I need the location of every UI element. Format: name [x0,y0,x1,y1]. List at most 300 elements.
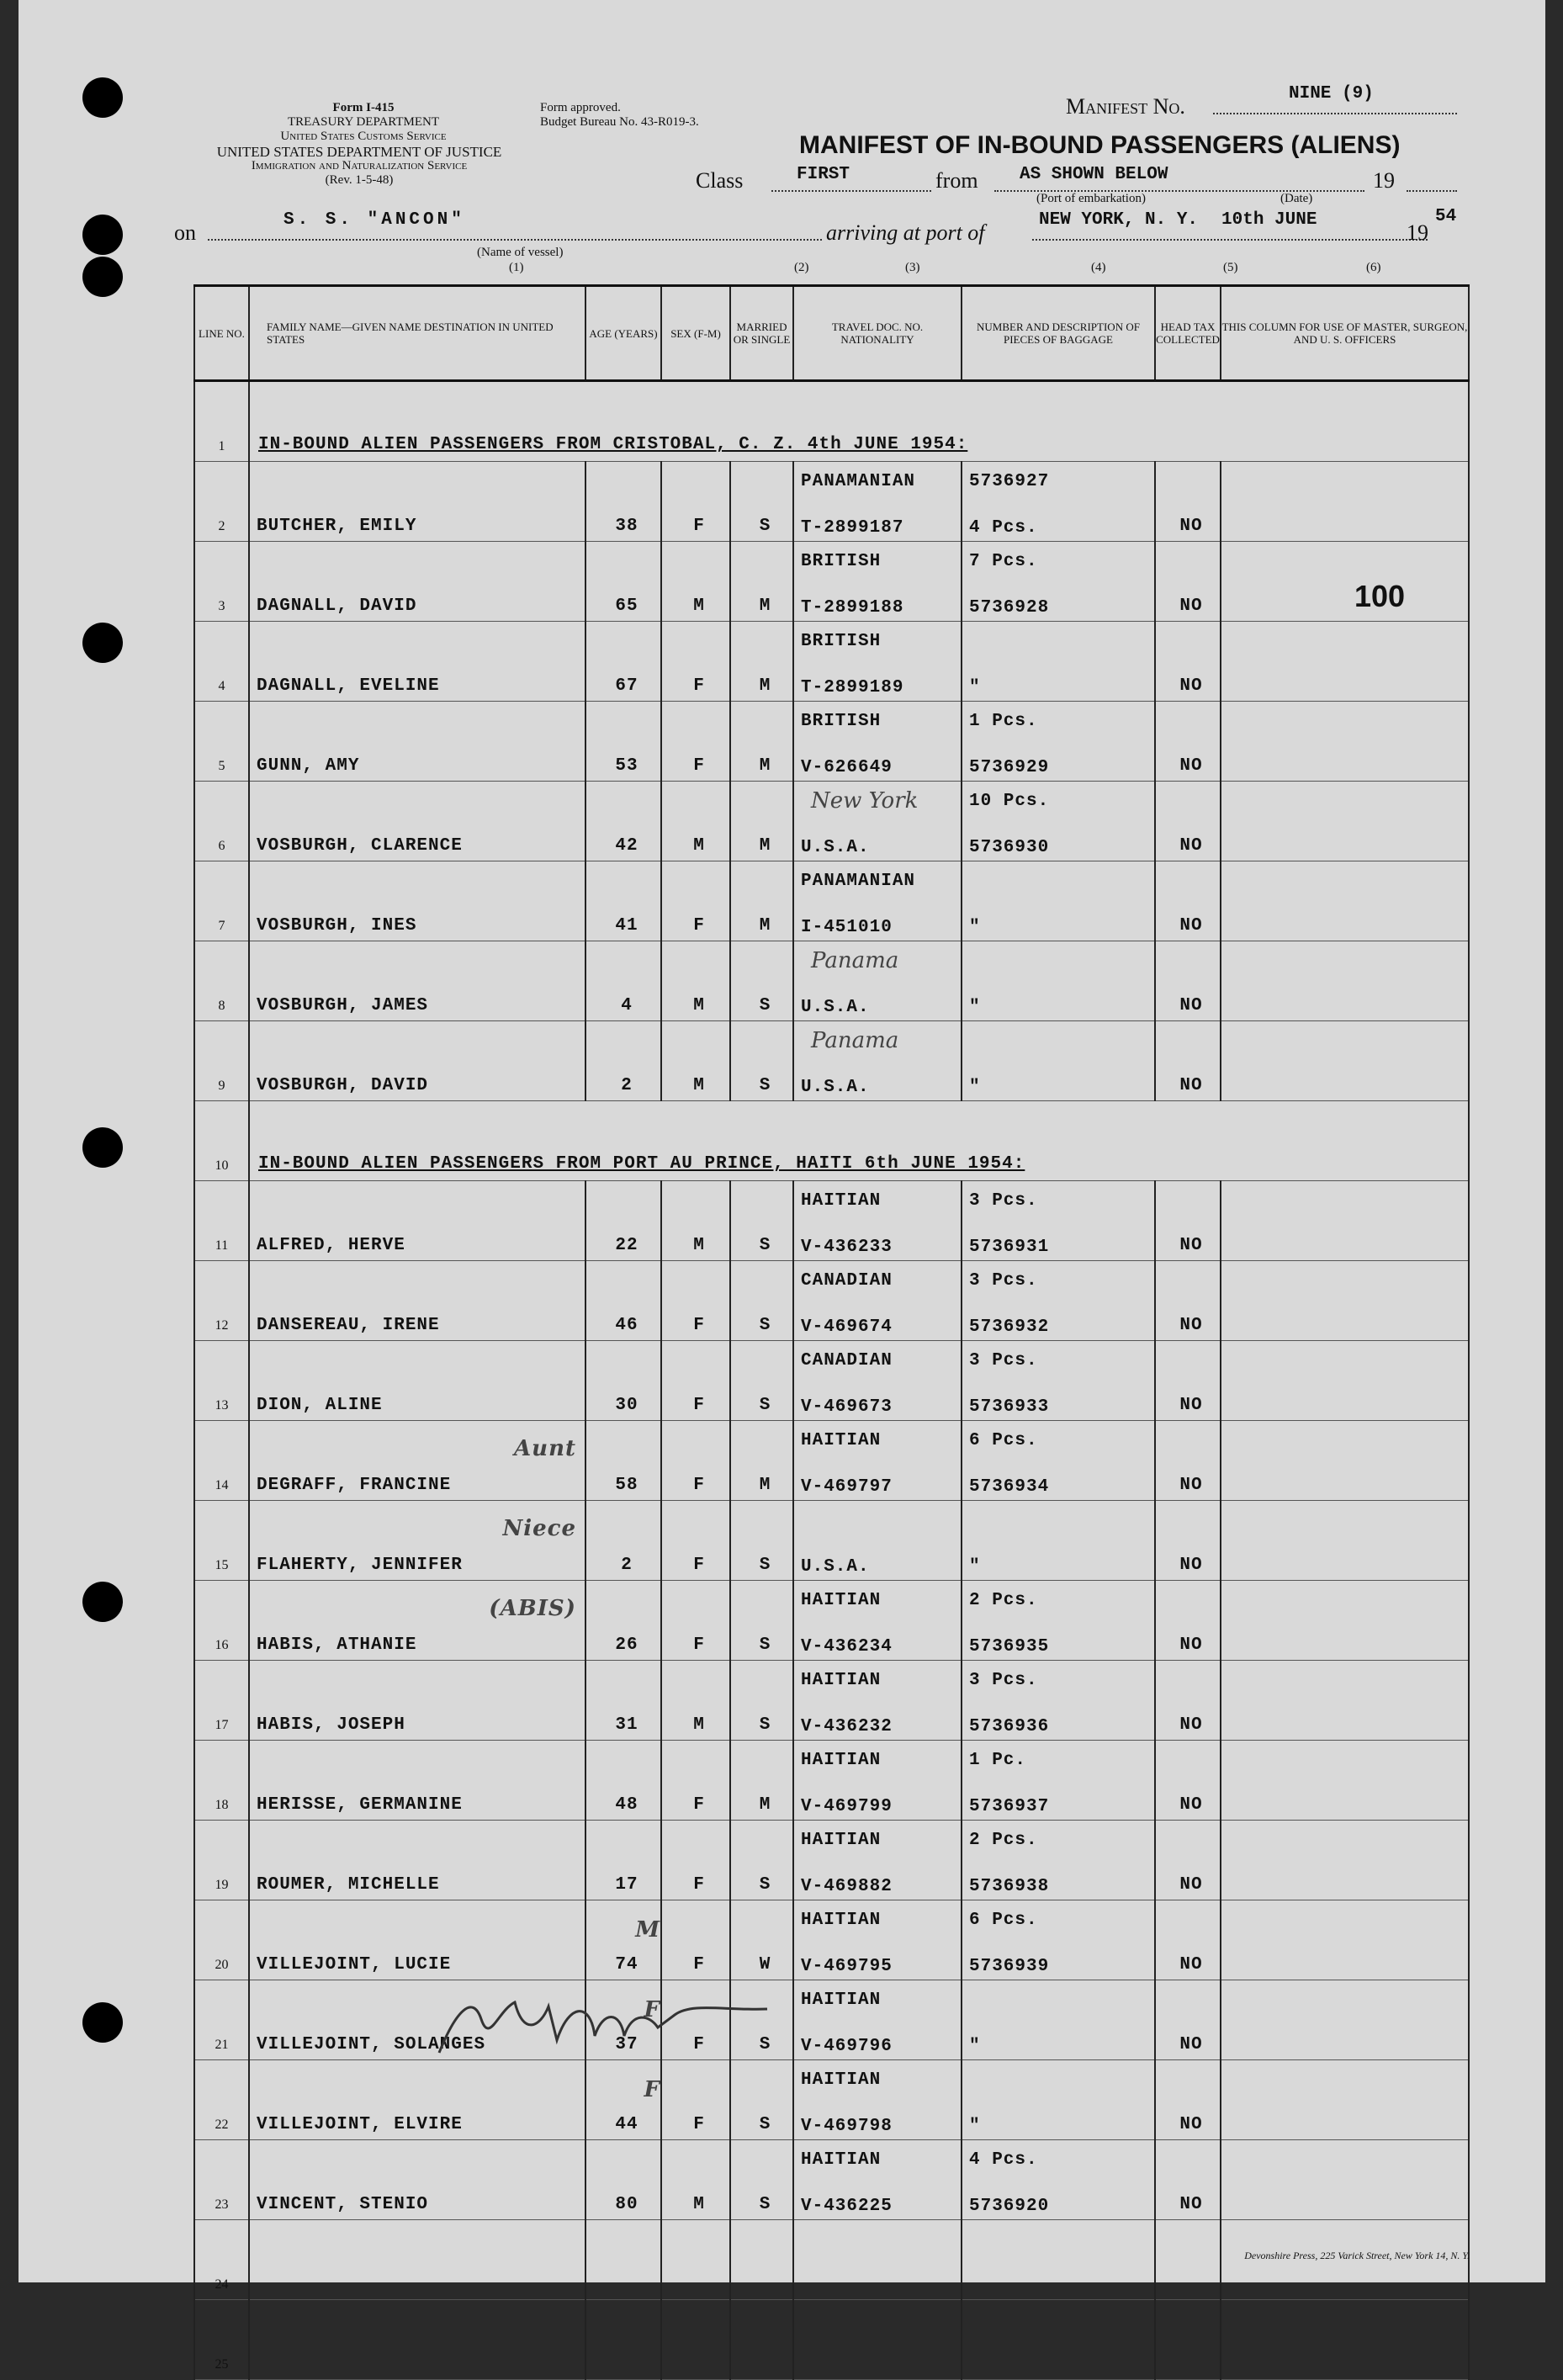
section-heading: IN-BOUND ALIEN PASSENGERS FROM PORT AU PRINCE, HAITI 6th JUNE 1954: [249,1101,1469,1181]
officer-use [1221,622,1469,702]
marital-status: S [730,1181,793,1261]
passenger-sex: F [661,1421,730,1501]
passenger-name: VILLEJOINT, LUCIE [249,1900,585,1980]
table-row [194,622,1469,702]
empty-cell [793,2220,962,2300]
baggage-top: 10 Pcs. [969,792,1050,811]
form-number: Form I-415 [332,101,395,114]
baggage-cell [962,941,1155,1021]
officer-use [1221,1341,1469,1421]
officer-use [1221,1501,1469,1581]
vessel-name: S. S. "ANCON" [283,210,465,230]
handwritten-note: (ABIS) [489,1596,576,1621]
travel-doc-cell [793,2140,962,2220]
form-number-block [246,101,481,144]
marital-status: S [730,1581,793,1661]
line-number: 15 [194,1501,249,1581]
travel-doc-number: V-469882 [801,1877,893,1896]
officer-use [1221,1661,1469,1741]
empty-cell [585,2220,661,2300]
empty-cell [1155,2220,1221,2300]
officer-use [1221,2140,1469,2220]
table-row [194,1181,1469,1261]
travel-doc-cell [793,1980,962,2060]
printer-credit: Devonshire Press, 225 Varick Street, New York 14, N. Y. [1244,2250,1470,2261]
empty-cell [962,2220,1155,2300]
marital-status: S [730,1980,793,2060]
officer-use [1221,782,1469,861]
marital-status: S [730,1261,793,1341]
baggage-cell [962,782,1155,861]
officer-use [1221,1741,1469,1821]
line-number: 25 [194,2300,249,2380]
passenger-age: 74 M [585,1900,661,1980]
treasury-dept: TREASURY DEPARTMENT [287,115,440,129]
line-number: 9 [194,1021,249,1101]
passenger-name: VILLEJOINT, ELVIRE [249,2060,585,2140]
col-head-tax: HEAD TAX COLLECTED [1155,286,1221,381]
baggage-cell [962,2060,1155,2140]
passenger-age: 46 [585,1261,661,1341]
marital-status: S [730,1341,793,1421]
line-number: 12 [194,1261,249,1341]
passenger-sex: F [661,462,730,542]
head-tax: NO [1155,1980,1221,2060]
baggage-top: 4 Pcs. [969,2150,1038,2170]
table-row [194,782,1469,861]
table-header [194,286,1469,381]
travel-doc-number: V-469798 [801,2117,893,2136]
travel-doc-number: V-626649 [801,758,893,777]
nationality: HAITIAN [801,2070,882,2090]
table-row [194,1421,1469,1501]
travel-doc-number: T-2899187 [801,518,904,538]
empty-cell [585,2300,661,2380]
doj-block [174,145,544,188]
travel-doc-number: V-469797 [801,1477,893,1497]
passenger-name: FLAHERTY, JENNIFER Niece [249,1501,585,1581]
section-heading: IN-BOUND ALIEN PASSENGERS FROM CRISTOBAL, C. Z. 4th JUNE 1954: [249,381,1469,462]
head-tax: NO [1155,1261,1221,1341]
marital-status: S [730,2060,793,2140]
table-row [194,1021,1469,1101]
nationality [794,1508,961,1514]
passenger-name: HABIS, JOSEPH [249,1661,585,1741]
manifest-no-label: Manifest No. [1066,94,1185,119]
passenger-age: 4 [585,941,661,1021]
class-value: FIRST [797,165,850,184]
baggage-cell [962,1741,1155,1821]
head-tax: NO [1155,1181,1221,1261]
baggage-bottom: 5736936 [969,1717,1050,1736]
port-line [1032,210,1428,241]
class-label: Class [696,168,744,193]
marital-status: M [730,702,793,782]
year-line-1 [1407,165,1457,192]
passenger-age: 22 [585,1181,661,1261]
handwritten-note: M [635,1917,660,1943]
line-number: 17 [194,1661,249,1741]
head-tax: NO [1155,1900,1221,1980]
from-line [994,165,1364,192]
handwritten-note: F [644,1997,660,2022]
travel-doc-number: V-469673 [801,1397,893,1417]
baggage-cell [962,1021,1155,1101]
baggage-cell [962,1341,1155,1421]
travel-doc-number: V-436234 [801,1637,893,1656]
nationality: HAITIAN [801,1911,882,1930]
travel-doc-number: V-469795 [801,1957,893,1976]
empty-cell [730,2300,793,2380]
baggage-bottom: 5736931 [969,1238,1050,1257]
line-number: 8 [194,941,249,1021]
col-sex: SEX (F-M) [661,286,730,381]
baggage-top: 6 Pcs. [969,1911,1038,1930]
head-tax: NO [1155,1661,1221,1741]
customs-service: United States Customs Service [280,130,447,143]
head-tax: NO [1155,2140,1221,2220]
col-num-4: (4) [1091,261,1106,274]
head-tax: NO [1155,462,1221,542]
table-row [194,1741,1469,1821]
passenger-age: 17 [585,1821,661,1900]
line-number: 19 [194,1821,249,1900]
arriving-label: arriving at port of [826,220,985,245]
line-number: 18 [194,1741,249,1821]
binder-hole [82,257,123,297]
passenger-name: DANSEREAU, IRENE [249,1261,585,1341]
baggage-top: 3 Pcs. [969,1191,1038,1211]
baggage-bottom: 5736920 [969,2197,1050,2216]
nationality: CANADIAN [801,1351,893,1370]
baggage-top [962,1508,1154,1514]
officer-use [1221,1581,1469,1661]
binder-hole [82,1127,123,1168]
travel-doc-cell [793,1421,962,1501]
head-tax: NO [1155,702,1221,782]
passenger-age: 37 F [585,1980,661,2060]
passenger-sex: F [661,1980,730,2060]
baggage-bottom: " [969,998,981,1017]
baggage-bottom: 5736928 [969,598,1050,618]
head-tax: NO [1155,1021,1221,1101]
table-row [194,1821,1469,1900]
port-value: NEW YORK, N. Y. [1039,210,1199,230]
head-tax: NO [1155,542,1221,622]
year-prefix-1: 19 [1373,168,1395,193]
date-value: 10th JUNE [1221,210,1317,230]
travel-doc-cell [793,622,962,702]
passenger-age: 53 [585,702,661,782]
col-married: MARRIED OR SINGLE [730,286,793,381]
baggage-top [962,1028,1154,1035]
marital-status: S [730,1501,793,1581]
travel-doc-number: U.S.A. [801,1078,870,1097]
travel-doc-cell [793,542,962,622]
officer-use [1221,1980,1469,2060]
binder-hole [82,1582,123,1622]
doj-line3: (Rev. 1-5-48) [325,173,394,187]
manifest-no-value: NINE (9) [1289,84,1374,103]
travel-doc-cell [793,1341,962,1421]
binder-hole [82,2002,123,2043]
col-num-2: (2) [794,261,809,274]
empty-cell [249,2300,585,2380]
baggage-cell [962,1261,1155,1341]
handwritten-note: F [644,2077,660,2102]
travel-doc-cell [793,702,962,782]
baggage-cell [962,1980,1155,2060]
baggage-bottom: 5736930 [969,838,1050,857]
passenger-name: HABIS, ATHANIE (ABIS) [249,1581,585,1661]
head-tax: NO [1155,1421,1221,1501]
nationality: HAITIAN [801,1671,882,1690]
table-row [194,2300,1469,2380]
passenger-age: 44 F [585,2060,661,2140]
passenger-age: 80 [585,2140,661,2220]
head-tax: NO [1155,1341,1221,1421]
binder-hole [82,215,123,255]
line-number: 10 [194,1101,249,1181]
date-caption: (Date) [1280,192,1313,205]
passenger-sex: F [661,702,730,782]
handwritten-note: Panama [811,948,899,973]
table-row [194,1581,1469,1661]
line-number: 2 [194,462,249,542]
passenger-name: DION, ALINE [249,1341,585,1421]
baggage-bottom: 5736932 [969,1317,1050,1337]
empty-cell [661,2220,730,2300]
passenger-sex: F [661,2060,730,2140]
passenger-name: VOSBURGH, INES [249,861,585,941]
marital-status: S [730,1821,793,1900]
officer-use [1221,1821,1469,1900]
nationality: HAITIAN [801,1591,882,1610]
passenger-sex: F [661,1900,730,1980]
baggage-top: 3 Pcs. [969,1671,1038,1690]
line-number: 6 [194,782,249,861]
handwritten-note: Niece [502,1516,576,1541]
travel-doc-number: V-436232 [801,1717,893,1736]
baggage-bottom: 5736938 [969,1877,1050,1896]
passenger-sex: M [661,941,730,1021]
passenger-age: 41 [585,861,661,941]
passenger-sex: M [661,2140,730,2220]
nationality: HAITIAN [801,1431,882,1450]
nationality: PANAMANIAN [801,472,916,491]
nationality: HAITIAN [801,1831,882,1850]
baggage-top [962,948,1154,955]
baggage-cell [962,1421,1155,1501]
travel-doc-number: T-2899188 [801,598,904,618]
baggage-cell [962,1181,1155,1261]
col-num-5: (5) [1223,261,1238,274]
travel-doc-number: V-436225 [801,2197,893,2216]
line-number: 20 [194,1900,249,1980]
baggage-bottom: 5736929 [969,758,1050,777]
line-number: 24 [194,2220,249,2300]
passenger-name: DEGRAFF, FRANCINE Aunt [249,1421,585,1501]
line-number: 7 [194,861,249,941]
passenger-age: 38 [585,462,661,542]
baggage-cell [962,462,1155,542]
table-row [194,462,1469,542]
baggage-cell [962,2140,1155,2220]
travel-doc-number: U.S.A. [801,838,870,857]
marital-status: M [730,1421,793,1501]
nationality: PANAMANIAN [801,872,916,891]
baggage-cell [962,542,1155,622]
passenger-age: 2 [585,1501,661,1581]
passenger-age: 31 [585,1661,661,1741]
table-row [194,1501,1469,1581]
nationality: BRITISH [801,712,882,731]
passenger-sex: M [661,1181,730,1261]
passenger-name: VILLEJOINT, SOLANGES [249,1980,585,2060]
baggage-bottom: " [969,1078,981,1097]
travel-doc-number: V-469796 [801,2037,893,2056]
passenger-sex: F [661,1581,730,1661]
baggage-top [962,1987,1154,1994]
travel-doc-number: V-469799 [801,1797,893,1816]
vessel-caption: (Name of vessel) [477,246,564,259]
line-number: 23 [194,2140,249,2220]
passenger-name: ALFRED, HERVE [249,1181,585,1261]
baggage-top: 5736927 [969,472,1050,491]
line-number: 1 [194,381,249,462]
passenger-age: 2 [585,1021,661,1101]
travel-doc-cell [793,1900,962,1980]
baggage-cell [962,1581,1155,1661]
passenger-name: HERISSE, GERMANINE [249,1741,585,1821]
officer-use [1221,1421,1469,1501]
table-row [194,861,1469,941]
passenger-name: VOSBURGH, JAMES [249,941,585,1021]
baggage-top: 2 Pcs. [969,1591,1038,1610]
baggage-top: 3 Pcs. [969,1351,1038,1370]
baggage-bottom: " [969,918,981,937]
from-value: AS SHOWN BELOW [1020,165,1168,184]
col-line-no: LINE NO. [194,286,249,381]
passenger-name: DAGNALL, DAVID [249,542,585,622]
marital-status: M [730,861,793,941]
nationality: HAITIAN [801,1990,882,2010]
approval-line2: Budget Bureau No. 43-R019-3. [540,115,699,129]
marital-status: S [730,1661,793,1741]
approval-line1: Form approved. [540,101,621,114]
travel-doc-number: U.S.A. [801,1557,870,1577]
travel-doc-cell [793,2060,962,2140]
marital-status: S [730,941,793,1021]
line-number: 3 [194,542,249,622]
baggage-top: 3 Pcs. [969,1271,1038,1291]
baggage-cell [962,1900,1155,1980]
nationality: HAITIAN [801,1751,882,1770]
passenger-sex: M [661,782,730,861]
year-prefix-2: 19 [1407,220,1428,245]
travel-doc-number: I-451010 [801,918,893,937]
travel-doc-cell [793,941,962,1021]
port-caption: (Port of embarkation) [1036,192,1146,205]
empty-cell [1221,2300,1469,2380]
passenger-name: ROUMER, MICHELLE [249,1821,585,1900]
baggage-top [962,2067,1154,2074]
marital-status: M [730,782,793,861]
baggage-top [962,628,1154,635]
manifest-no-line [1213,84,1457,114]
line-number: 14 [194,1421,249,1501]
baggage-cell [962,1661,1155,1741]
marital-status: W [730,1900,793,1980]
passenger-age: 65 [585,542,661,622]
travel-doc-cell [793,861,962,941]
empty-cell [1155,2300,1221,2380]
head-tax: NO [1155,622,1221,702]
travel-doc-cell [793,1501,962,1581]
empty-cell [793,2300,962,2380]
marital-status: M [730,1741,793,1821]
col-num-6: (6) [1366,261,1381,274]
table-row [194,1341,1469,1421]
marital-status: M [730,622,793,702]
table-row [194,2140,1469,2220]
col-officers: THIS COLUMN FOR USE OF MASTER, SURGEON, AND U. S. OFFICERS [1221,286,1469,381]
passenger-age: 30 [585,1341,661,1421]
from-label: from [935,168,978,193]
head-tax: NO [1155,861,1221,941]
line-number: 5 [194,702,249,782]
travel-doc-cell [793,1661,962,1741]
travel-doc-cell [793,1261,962,1341]
col-baggage: NUMBER AND DESCRIPTION OF PIECES OF BAGGAGE [962,286,1155,381]
signature [422,1977,776,2070]
marital-status: S [730,1021,793,1101]
baggage-top: 2 Pcs. [969,1831,1038,1850]
col-num-1: (1) [509,261,524,274]
baggage-bottom: 5736939 [969,1957,1050,1976]
passenger-age: 42 [585,782,661,861]
vessel-line [208,210,822,241]
col-num-3: (3) [905,261,920,274]
passenger-sex: F [661,1821,730,1900]
empty-cell [730,2220,793,2300]
section-row [194,1101,1469,1181]
handwritten-note: Aunt [514,1436,576,1461]
col-age: AGE (YEARS) [585,286,661,381]
head-tax: NO [1155,1821,1221,1900]
binder-hole [82,77,123,118]
doj-line2: Immigration and Naturalization Service [251,159,468,172]
baggage-top: 6 Pcs. [969,1431,1038,1450]
baggage-cell [962,702,1155,782]
binder-hole [82,623,123,663]
travel-doc-cell [793,1181,962,1261]
class-line [771,165,931,192]
empty-cell [962,2300,1155,2380]
passenger-age: 48 [585,1741,661,1821]
head-tax: NO [1155,941,1221,1021]
table-row [194,702,1469,782]
approval-block [540,101,699,130]
nationality: BRITISH [801,632,882,651]
marital-status: M [730,542,793,622]
officer-use [1221,462,1469,542]
doj-line1: UNITED STATES DEPARTMENT OF JUSTICE [216,144,502,160]
line-number: 16 [194,1581,249,1661]
manifest-title: MANIFEST OF IN-BOUND PASSENGERS (ALIENS) [799,131,1401,159]
col-name: FAMILY NAME—GIVEN NAME DESTINATION IN UNITED STATES [249,286,585,381]
baggage-cell [962,1501,1155,1581]
